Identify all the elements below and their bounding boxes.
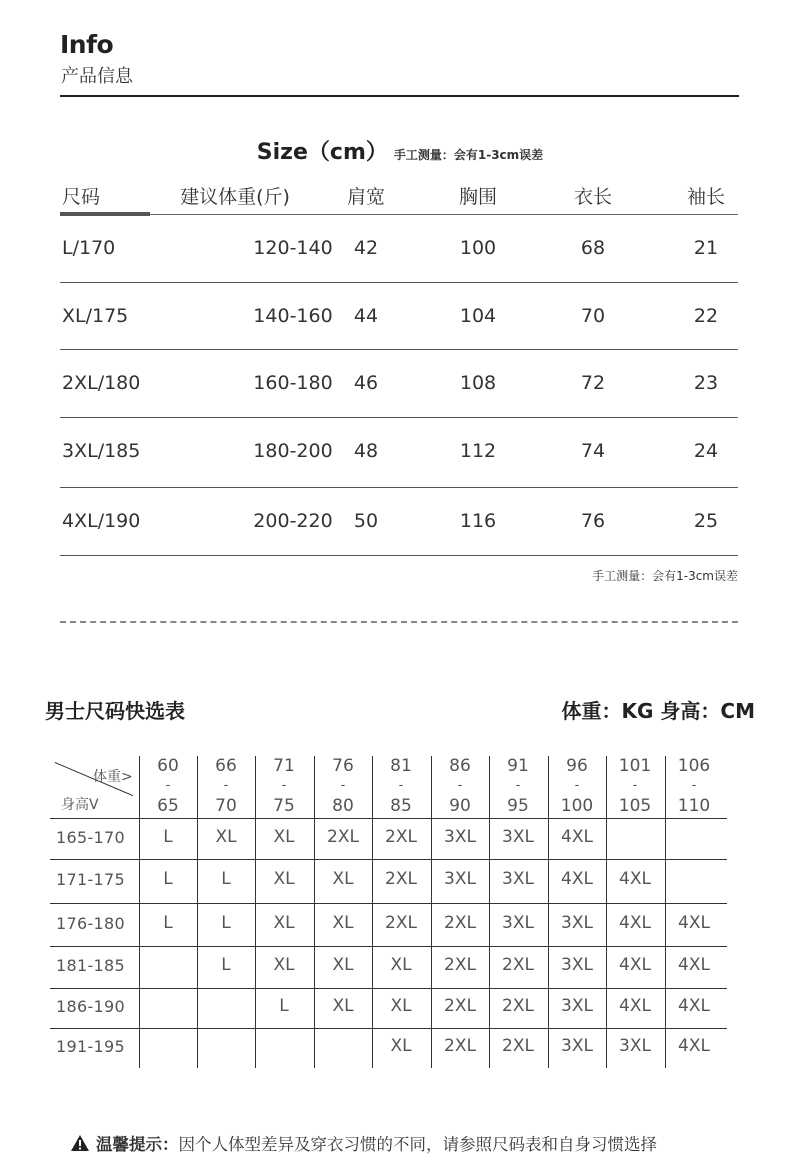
quick-table-title: 男士尺码快选表 [45,699,185,723]
table-cell: 100 [459,237,497,259]
size-cell: 4XL [619,912,651,933]
weight-range-bot: 65 [157,796,179,816]
size-table-col-header: 建议体重(斤) [180,186,290,208]
weight-range-mid: - [691,778,697,793]
table-cell: L/170 [62,237,116,259]
table-cell: XL/175 [62,305,129,327]
weight-range-bot: 90 [449,796,471,816]
weight-range-mid: - [457,778,463,793]
height-range-label: 191-195 [56,1037,125,1056]
size-cell: 2XL [502,1036,534,1056]
size-cell: 3XL [444,869,476,889]
table-gridline [50,859,727,860]
size-cell: L [163,826,173,847]
size-cell: XL [390,955,412,975]
table-cell: 120-140 [253,237,333,259]
table-cell: 42 [353,237,379,259]
weight-range-top: 91 [507,756,529,776]
size-cell: 4XL [678,912,710,933]
size-cell: 3XL [444,826,476,847]
weight-range-mid: - [398,778,404,793]
table-cell: 180-200 [253,440,333,462]
weight-range-top: 81 [390,756,412,776]
table-row [60,418,738,488]
weight-range-bot: 70 [215,796,237,816]
weight-range-mid: - [223,778,229,793]
table-row [60,215,738,283]
weight-range-top: 106 [677,756,711,776]
size-cell: L [163,869,173,889]
table-cell: 68 [580,237,606,259]
size-cell: 3XL [561,996,593,1016]
size-cell: 4XL [678,1036,710,1056]
size-cell: 4XL [619,955,651,975]
weight-range-mid: - [574,778,580,793]
weight-range-top: 60 [157,756,179,776]
table-row [60,283,738,350]
weight-range-header [606,756,664,816]
weight-range-top: 86 [449,756,471,776]
table-cell: 74 [580,440,606,462]
weight-range-mid: - [281,778,287,793]
weight-range-mid: - [515,778,521,793]
weight-range-header [431,756,489,816]
size-cell: L [221,869,231,889]
weight-range-top: 71 [273,756,295,776]
size-cell: XL [390,1036,412,1056]
size-cell: 2XL [444,1036,476,1056]
size-cell: 2XL [444,996,476,1016]
size-cell: 2XL [444,912,476,933]
size-table-col-header: 衣长 [573,186,613,208]
size-heading [0,135,800,166]
size-cell: 3XL [502,826,534,847]
size-cell: L [163,912,173,933]
weight-range-header [139,756,197,816]
table-cell: 160-180 [253,372,333,394]
size-cell: XL [332,912,354,933]
size-cell: XL [273,869,295,889]
weight-range-top: 66 [215,756,237,776]
size-cell: 4XL [561,826,593,847]
warning-note [70,1131,657,1155]
warning-text: 因个人体型差异及穿衣习惯的不同，请参照尺码表和自身习惯选择 [178,1135,657,1154]
weight-range-header [314,756,372,816]
weight-range-header [489,756,547,816]
size-cell: 3XL [619,1036,651,1056]
table-cell: 22 [693,305,719,327]
size-cell: 4XL [561,869,593,889]
weight-range-top: 96 [566,756,588,776]
size-cell: XL [332,869,354,889]
table-cell: 4XL/190 [62,510,141,532]
table-cell: 24 [693,440,719,462]
table-cell: 72 [580,372,606,394]
size-cell: 2XL [327,826,359,847]
weight-range-bot: 75 [273,796,295,816]
weight-range-mid: - [165,778,171,793]
weight-range-bot: 80 [332,796,354,816]
weight-range-header [255,756,313,816]
size-cell: 2XL [385,869,417,889]
size-table-col-header: 尺码 [62,186,101,208]
size-cell: 4XL [619,996,651,1016]
size-cell: L [221,912,231,933]
size-cell: L [279,996,289,1016]
size-table-col-header: 肩宽 [346,186,386,208]
size-cell: 4XL [678,955,710,975]
size-cell: XL [273,955,295,975]
height-range-label: 165-170 [56,827,125,847]
table-cell: 112 [459,440,497,462]
height-range-label: 186-190 [56,997,125,1016]
size-cell: 2XL [444,955,476,975]
table-cell: 108 [459,372,497,394]
size-cell: XL [332,955,354,975]
table-cell: 25 [693,510,719,532]
weight-range-header [372,756,430,816]
size-cell: XL [390,996,412,1016]
size-heading-title: Size（cm） [256,140,388,165]
weight-range-top: 76 [332,756,354,776]
size-table-col-header: 胸围 [458,186,498,208]
info-title: Info [60,30,114,59]
table-cell: 76 [580,510,606,532]
size-heading-note: 手工测量：会有1-3cm误差 [393,148,544,162]
corner-weight-label: 体重> [93,769,133,785]
size-cell: XL [215,826,237,847]
size-cell: 4XL [678,996,710,1016]
size-cell: 2XL [502,955,534,975]
measurement-note: 手工测量：会有1-3cm误差 [592,569,738,583]
table-cell: 2XL/180 [62,372,141,394]
size-cell: 3XL [561,955,593,975]
warning-triangle-icon [70,1134,90,1152]
height-range-label: 181-185 [56,956,125,975]
table-cell: 3XL/185 [62,440,141,462]
weight-range-mid: - [340,778,346,793]
weight-range-bot: 110 [677,796,711,816]
size-cell: 2XL [502,996,534,1016]
table-cell: 50 [353,510,379,532]
size-table-col-header: 袖长 [686,186,726,208]
weight-range-bot: 95 [507,796,529,816]
dashed-divider [60,621,738,623]
size-table-header [60,180,738,214]
table-cell: 46 [353,372,379,394]
size-cell: XL [332,996,354,1016]
table-gridline [50,946,727,947]
weight-range-header [548,756,606,816]
warning-label: 温馨提示： [96,1135,179,1154]
size-cell: 2XL [385,912,417,933]
table-cell: 21 [693,237,719,259]
table-cell: 116 [459,510,497,532]
size-cell: 3XL [561,912,593,933]
table-gridline [50,1028,727,1029]
table-gridline [50,903,727,904]
size-cell: 3XL [502,869,534,889]
weight-range-header [197,756,255,816]
size-cell: 2XL [385,826,417,847]
quick-table-units: 体重：KG 身高：CM [561,699,755,723]
info-subtitle: 产品信息 [61,66,133,87]
weight-range-mid: - [632,778,638,793]
size-cell: 4XL [619,869,651,889]
table-row [60,488,738,556]
table-cell: 200-220 [253,510,333,532]
size-cell: 3XL [502,912,534,933]
table-cell: 104 [459,305,497,327]
weight-range-top: 101 [618,756,652,776]
table-cell: 48 [353,440,379,462]
table-cell: 70 [580,305,606,327]
table-gridline [50,988,727,989]
weight-range-bot: 105 [618,796,652,816]
size-cell: XL [273,826,295,847]
size-cell: 3XL [561,1036,593,1056]
table-cell: 140-160 [253,305,333,327]
weight-range-bot: 100 [560,796,594,816]
size-cell: L [221,955,231,975]
weight-range-header [665,756,723,816]
weight-range-bot: 85 [390,796,412,816]
height-range-label: 171-175 [56,870,125,889]
height-range-label: 176-180 [56,913,125,933]
table-row [60,350,738,418]
table-gridline [50,818,727,819]
info-divider [60,95,739,97]
table-cell: 44 [353,305,379,327]
size-cell: XL [273,912,295,933]
corner-height-label: 身高V [61,797,99,813]
table-cell: 23 [693,372,719,394]
